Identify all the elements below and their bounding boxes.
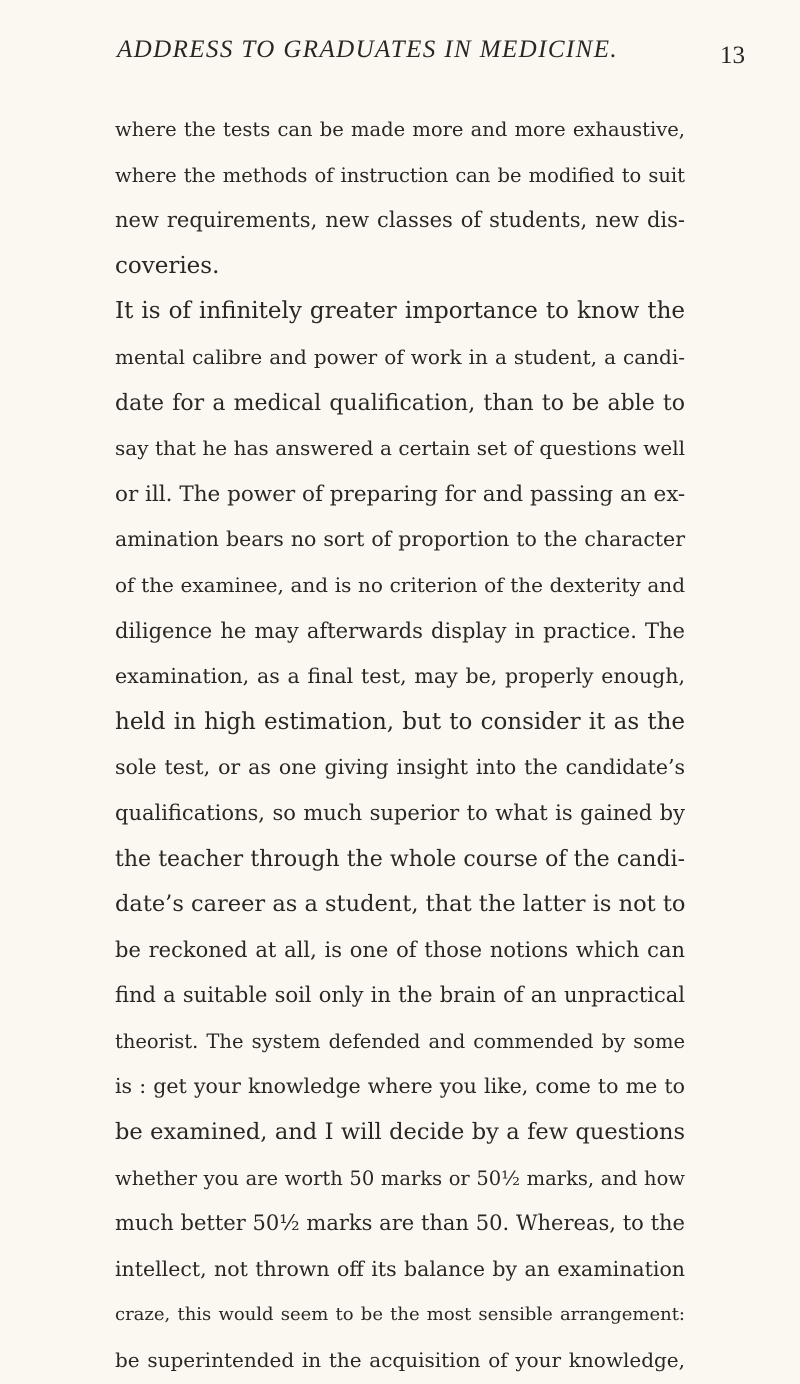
text-line: craze, this would seem to be the most sensible arrangement: — [115, 1304, 685, 1326]
text-line: where the methods of instruction can be modified to suit — [115, 163, 685, 187]
text-line: sole test, or as one giving insight into the candidate’s — [115, 755, 685, 780]
text-line: is : get your knowledge where you like, come to me to — [115, 1074, 685, 1099]
text-line: new requirements, new classes of students, new dis- — [115, 208, 685, 233]
text-line: examination, as a final test, may be, properly enough, — [115, 664, 685, 689]
text-line: the teacher through the whole course of the candi- — [115, 846, 685, 872]
text-line: much better 50½ marks are than 50. Whereas, to the — [115, 1211, 685, 1236]
text-line: mental calibre and power of work in a student, a candi- — [115, 344, 685, 369]
text-line: coveries. — [115, 252, 220, 279]
text-line: where the tests can be made more and more exhaustive, — [115, 118, 685, 141]
text-line: of the examinee, and is no criterion of the dexterity and — [115, 572, 685, 597]
text-line: say that he has answered a certain set of questions well — [115, 436, 685, 461]
text-line: be superintended in the acquisition of your knowledge, — [115, 1348, 685, 1373]
text-line: date for a medical qualification, than to be able to — [115, 390, 685, 416]
text-line: be reckoned at all, is one of those notions which can — [115, 937, 685, 962]
text-line: intellect, not thrown off its balance by an examination — [115, 1256, 685, 1281]
text-line: find a suitable soil only in the brain of an unpractical — [115, 983, 685, 1008]
text-line: theorist. The system defended and commended by some — [115, 1029, 685, 1053]
text-line: diligence he may afterwards display in practice. The — [115, 618, 685, 643]
page-number: 13 — [720, 42, 745, 69]
text-line: date’s career as a student, that the latter is not to — [115, 891, 686, 918]
text-line: It is of infinitely greater importance to know the — [115, 298, 685, 325]
text-line: whether you are worth 50 marks or 50½ marks, and how — [115, 1166, 685, 1190]
text-line: qualifications, so much superior to what is gained by — [115, 800, 685, 825]
text-line: be examined, and I will decide by a few questions — [115, 1119, 685, 1146]
text-line: or ill. The power of preparing for and passing an ex- — [115, 481, 686, 507]
text-line: amination bears no sort of proportion to the character — [115, 527, 685, 552]
running-head: ADDRESS TO GRADUATES IN MEDICINE. — [117, 36, 619, 63]
text-line: held in high estimation, but to consider it as the — [115, 708, 685, 735]
body-text — [115, 107, 685, 1384]
